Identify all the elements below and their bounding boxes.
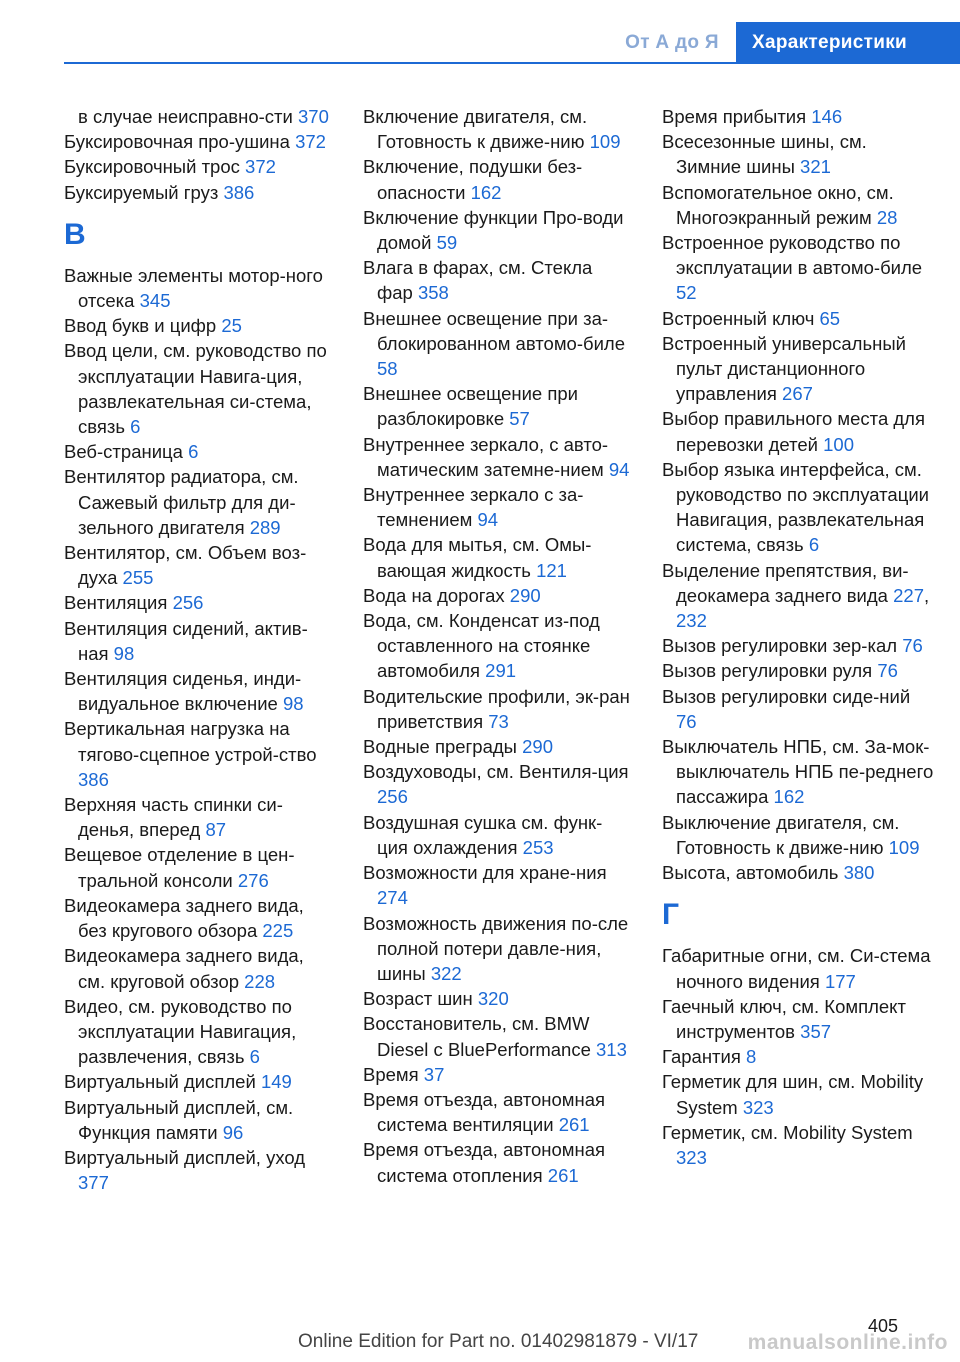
index-entry-term: Верхняя часть спинки си-денья, вперед xyxy=(64,794,283,841)
page-reference-link[interactable]: 321 xyxy=(800,156,831,178)
page-reference-link[interactable]: 76 xyxy=(902,635,923,657)
index-entry-term: Встроенный универсальный пульт дистанционного управления xyxy=(662,332,906,405)
page-reference-link[interactable]: 100 xyxy=(823,433,855,455)
page-reference-link[interactable]: 6 xyxy=(130,416,141,438)
index-entry-term: Всесезонные шины, см. Зимние шины xyxy=(662,131,867,178)
watermark: manualsonline.info xyxy=(747,1331,948,1354)
page-reference-link[interactable]: 386 xyxy=(223,181,255,203)
page-reference-link[interactable]: 261 xyxy=(558,1114,590,1136)
index-entry xyxy=(662,860,934,885)
index-entry xyxy=(662,129,934,179)
index-entry-term: Вентиляция сидений, актив-ная xyxy=(64,617,308,664)
index-entry xyxy=(363,1062,633,1087)
page-reference-link[interactable]: 291 xyxy=(485,660,517,682)
page-reference-link[interactable]: 177 xyxy=(824,970,856,992)
index-entry-term: Вертикальная нагрузка на тягово-сцепное устрой-ство xyxy=(64,718,317,765)
index-entry xyxy=(64,104,334,129)
index-entry xyxy=(662,457,934,558)
page-reference-link[interactable]: 232 xyxy=(676,610,707,632)
index-entry xyxy=(662,684,934,734)
index-entry-term: Внутреннее зеркало, с авто-матическим затемне-нием xyxy=(363,433,609,480)
index-entry-term: Вызов регулировки зер-кал xyxy=(662,635,898,657)
index-entry-term: Водные преграды xyxy=(363,736,517,758)
page-reference-link[interactable]: 255 xyxy=(122,567,154,589)
index-entry xyxy=(363,205,633,255)
page-reference-link[interactable]: 345 xyxy=(139,290,171,312)
index-entry-term: Вода для мытья, см. Омы-вающая жидкость xyxy=(363,534,592,581)
index-column-1 xyxy=(64,104,334,1195)
page-reference-link[interactable]: 73 xyxy=(488,710,509,732)
index-entry xyxy=(363,255,633,305)
index-entry-term: Вентиляция сиденья, инди-видуальное включение xyxy=(64,668,302,715)
page-reference-link[interactable]: 28 xyxy=(876,206,898,228)
index-entry-term: Выбор языка интерфейса, см. руководство по эксплуатации Навигация, развлекательная система, связь xyxy=(662,458,929,556)
index-entry-term: Время отъезда, автономная система вентиляции xyxy=(363,1088,606,1136)
index-entry-term: Время xyxy=(363,1063,419,1085)
index-entry-term: Вызов регулировки руля xyxy=(662,660,873,682)
index-entry xyxy=(64,842,334,892)
index-entry xyxy=(363,608,633,684)
page-reference-link[interactable]: 162 xyxy=(773,786,805,808)
index-entry-term: Веб-страница xyxy=(64,441,183,463)
index-entry-term: Вентиляция xyxy=(64,592,168,614)
index-entry-term: Время отъезда, автономная система отопления xyxy=(363,1139,606,1186)
index-entry xyxy=(363,684,633,734)
page-reference-link[interactable]: 94 xyxy=(477,509,499,531)
page-reference-link[interactable]: 6 xyxy=(249,1046,260,1068)
index-entry-term: Буксируемый груз xyxy=(64,181,219,203)
index-entry-term: Внешнее освещение при разблокировке xyxy=(363,383,578,430)
page-reference-link[interactable]: 289 xyxy=(249,516,281,538)
page-reference-link[interactable]: 372 xyxy=(295,131,326,153)
page-reference-link[interactable]: 37 xyxy=(423,1063,445,1085)
page-reference-link[interactable]: 261 xyxy=(547,1164,579,1186)
edition-note: Online Edition for Part no. 01402981879 - VI/17 xyxy=(298,1331,699,1352)
index-entry xyxy=(662,1044,934,1069)
page-reference-link[interactable]: 386 xyxy=(78,768,109,790)
index-entry-term: Выбор правильного места для перевозки детей xyxy=(662,408,925,455)
index-entry-term: Воздушная сушка см. функ-ция охлаждения xyxy=(363,811,603,858)
index-entry xyxy=(64,616,334,666)
page-reference-link[interactable]: 52 xyxy=(676,282,697,304)
index-entry-term: Встроенное руководство по эксплуатации в автомо-биле xyxy=(662,232,923,279)
index-entry xyxy=(662,1120,934,1170)
index-entry xyxy=(363,911,633,987)
index-entry-term: Виртуальный дисплей, уход xyxy=(64,1146,306,1168)
page-reference-link[interactable]: 276 xyxy=(237,869,269,891)
index-entry xyxy=(64,590,334,615)
index-entry-term: Ввод цели, см. руководство по эксплуатации Навига-ция, развлекательная си-стема, связь xyxy=(64,340,327,438)
page-reference-link[interactable]: 149 xyxy=(260,1071,292,1093)
index-entry xyxy=(662,633,934,658)
page-reference-link[interactable]: 65 xyxy=(819,307,841,329)
index-entry xyxy=(64,180,334,205)
page-reference-link[interactable]: 6 xyxy=(808,534,820,556)
page-reference-link[interactable]: 98 xyxy=(282,693,304,715)
page-reference-link[interactable]: 358 xyxy=(417,282,449,304)
page-reference-link[interactable]: 109 xyxy=(589,131,621,153)
page-reference-link[interactable]: 370 xyxy=(298,106,329,127)
index-entry-term: Ввод букв и цифр xyxy=(64,315,217,337)
header-rule xyxy=(64,62,960,64)
page-reference-link[interactable]: 274 xyxy=(377,887,408,909)
index-entry xyxy=(363,734,633,759)
index-entry-term: Возможности для хране-ния xyxy=(363,862,607,884)
index-entry xyxy=(363,810,633,860)
index-entry-term: Внешнее освещение при за-блокированном автомо-биле xyxy=(363,307,625,354)
index-entry xyxy=(363,986,633,1011)
index-entry xyxy=(662,331,934,407)
index-entry-term: Водительские профили, эк-ран приветствия xyxy=(363,685,630,732)
index-entry-term: Вещевое отделение в цен-тральной консоли xyxy=(64,844,295,891)
index-entry xyxy=(363,583,633,608)
index-entry xyxy=(662,104,934,129)
index-entry-term: Влага в фарах, см. Стекла фар xyxy=(363,257,593,304)
index-entry-term: Включение функции Про-води домой xyxy=(363,206,624,254)
index-entry xyxy=(662,180,934,230)
page-reference-link[interactable]: 6 xyxy=(188,441,199,463)
page-reference-link[interactable]: 94 xyxy=(608,458,630,480)
index-entry xyxy=(363,104,633,154)
page-reference-link[interactable]: 225 xyxy=(262,920,294,942)
index-entry xyxy=(363,432,633,482)
index-entry xyxy=(662,406,934,456)
page-reference-link[interactable]: 98 xyxy=(113,642,135,664)
index-entry xyxy=(363,759,633,809)
page-reference-link[interactable]: 228 xyxy=(244,970,276,992)
index-entry xyxy=(363,1087,633,1137)
index-entry-term: Вызов регулировки сиде-ний xyxy=(662,685,911,707)
index-entry-term: Выключатель НПБ, см. За-мок-выключатель НПБ пе-реднего пассажира xyxy=(662,736,934,808)
index-entry xyxy=(64,439,334,464)
index-entry-term: Герметик для шин, см. Mobility System xyxy=(662,1071,924,1118)
page-reference-link[interactable]: 76 xyxy=(877,660,898,682)
page-reference-link[interactable]: 380 xyxy=(843,862,875,884)
index-entry-term: Высота, автомобиль xyxy=(662,862,839,884)
index-entry-term: Гарантия xyxy=(662,1046,741,1068)
page-reference-link[interactable]: 58 xyxy=(377,358,398,380)
index-entry xyxy=(64,338,334,439)
index-entry xyxy=(363,860,633,910)
index-entry xyxy=(363,1137,633,1187)
index-entry xyxy=(363,154,633,204)
index-entry-term: Виртуальный дисплей xyxy=(64,1071,256,1093)
page-reference-link[interactable]: 256 xyxy=(172,592,204,614)
index-entry xyxy=(662,994,934,1044)
index-entry-term: Видеокамера заднего вида, без кругового обзора xyxy=(64,894,304,942)
index-entry xyxy=(64,129,334,154)
index-entry xyxy=(662,658,934,683)
index-entry xyxy=(363,532,633,582)
index-entry-term: Выключение двигателя, см. Готовность к движе-нию xyxy=(662,811,900,858)
page-reference-link[interactable]: 87 xyxy=(205,819,227,841)
index-entry-term: Видео, см. руководство по эксплуатации Навигация, развлечения, связь xyxy=(64,995,297,1068)
index-entry-term: Вода на дорогах xyxy=(363,584,505,606)
index-entry-term: Важные элементы мотор-ного отсека xyxy=(64,264,323,312)
index-entry xyxy=(64,1095,334,1145)
page-reference-link[interactable]: 146 xyxy=(811,106,843,127)
page-reference-link[interactable]: 377 xyxy=(78,1172,109,1194)
index-entry xyxy=(64,943,334,993)
page-reference-link[interactable]: 290 xyxy=(509,584,541,606)
index-entry xyxy=(64,464,334,540)
index-entry-term: Габаритные огни, см. Си-стема ночного видения xyxy=(662,945,931,992)
index-entry-term: Вентилятор радиатора, см. Сажевый фильтр для ди-зельного двигателя xyxy=(64,466,299,538)
page-reference-link[interactable]: 322 xyxy=(430,962,462,984)
index-entry xyxy=(64,1069,334,1094)
page-reference-link[interactable]: 57 xyxy=(509,408,530,430)
page-reference-link[interactable]: 290 xyxy=(522,736,553,758)
index-entry-term: Буксировочный трос xyxy=(64,156,240,178)
page-reference-link[interactable]: 323 xyxy=(676,1146,707,1168)
index-entry xyxy=(363,306,633,382)
index-entry: Выделение препятствия, ви-деокамера заднего вида 227, 232 xyxy=(662,559,930,632)
index-entry-term: Буксировочная про-ушина xyxy=(64,131,290,153)
page-reference-link[interactable]: 76 xyxy=(676,710,697,732)
index-entry xyxy=(64,994,334,1070)
page-header xyxy=(0,22,960,64)
index-entry-term: Встроенный ключ xyxy=(662,307,815,329)
index-entry xyxy=(64,263,334,313)
index-entry xyxy=(64,1145,334,1195)
index-entry-term: Воздуховоды, см. Вентиля-ция xyxy=(363,761,629,783)
index-entry-term: в случае неисправно-сти xyxy=(78,106,293,127)
index-entry xyxy=(662,1069,934,1119)
index-entry xyxy=(64,313,334,338)
index-entry-term: Вентилятор, см. Объем воз-духа xyxy=(64,542,307,589)
index-entry xyxy=(64,154,334,179)
header-section-right: Характеристики xyxy=(736,22,960,62)
index-entry-term: Видеокамера заднего вида, см. круговой обзор xyxy=(64,945,304,992)
page-number: 405 xyxy=(867,1316,898,1336)
index-entry xyxy=(662,306,934,331)
index-entry xyxy=(363,381,633,431)
index-entry xyxy=(662,943,934,993)
page-reference-link[interactable]: 162 xyxy=(470,181,502,203)
index-entry-term: Виртуальный дисплей, см. Функция памяти xyxy=(64,1096,294,1143)
page-reference-link[interactable]: 59 xyxy=(436,232,458,254)
page-reference-link[interactable]: 372 xyxy=(245,156,276,178)
index-entry-term: Вспомогательное окно, см. Многоэкранный режим xyxy=(662,181,894,228)
page-reference-link[interactable]: 227 xyxy=(893,584,924,606)
index-column-3 xyxy=(662,104,934,1170)
index-entry-term: Выделение препятствия, ви-деокамера заднего вида xyxy=(662,559,909,606)
index-entry-term: Возраст шин xyxy=(363,988,473,1010)
index-entry-term: Гаечный ключ, см. Комплект инструментов xyxy=(662,995,906,1042)
index-entry xyxy=(64,893,334,943)
page-reference-link[interactable]: 96 xyxy=(222,1121,244,1143)
page-reference-link[interactable]: 357 xyxy=(800,1020,832,1042)
page-reference-link[interactable]: 320 xyxy=(477,988,509,1010)
page-reference-link[interactable]: 25 xyxy=(221,315,242,337)
index-entry xyxy=(363,1011,633,1061)
index-entry-term: Восстановитель, см. BMW Diesel с BluePerformance xyxy=(363,1013,591,1060)
header-section-left: От А до Я xyxy=(625,32,719,53)
page-reference-link[interactable]: 8 xyxy=(746,1046,757,1068)
index-entry-term: Время прибытия xyxy=(662,106,807,127)
index-entry-term: Внутреннее зеркало с за-темнением xyxy=(363,484,584,531)
index-entry xyxy=(64,540,334,590)
index-entry-term: Возможность движения по-сле полной потери давле-ния, шины xyxy=(363,912,629,984)
page-reference-link[interactable]: 121 xyxy=(536,559,567,581)
page-reference-link[interactable]: 267 xyxy=(782,383,813,405)
index-entry xyxy=(662,810,934,860)
index-column-2 xyxy=(363,104,633,1188)
index-letter-heading: Г xyxy=(662,898,680,932)
index-entry-term: Включение двигателя, см. Готовность к движе-нию xyxy=(363,106,588,153)
index-entry-term: Включение, подушки без-опасности xyxy=(363,156,583,203)
page-reference-link[interactable]: 313 xyxy=(596,1038,627,1060)
page-reference-link[interactable]: 323 xyxy=(742,1096,774,1118)
index-letter-heading: В xyxy=(64,217,86,251)
index-entry xyxy=(64,666,334,716)
index-entry xyxy=(662,734,934,810)
index-entry-term: Герметик, см. Mobility System xyxy=(662,1121,913,1143)
index-entry xyxy=(363,482,633,532)
index-entry-term: Вода, см. Конденсат из-под оставленного на стоянке автомобиля xyxy=(363,610,600,682)
index-entry xyxy=(64,792,334,842)
page-reference-link[interactable]: 253 xyxy=(522,836,554,858)
page-reference-link[interactable]: 256 xyxy=(377,786,408,808)
page-reference-link[interactable]: 109 xyxy=(888,836,920,858)
index-entry xyxy=(64,716,334,792)
index-entry xyxy=(662,230,934,306)
